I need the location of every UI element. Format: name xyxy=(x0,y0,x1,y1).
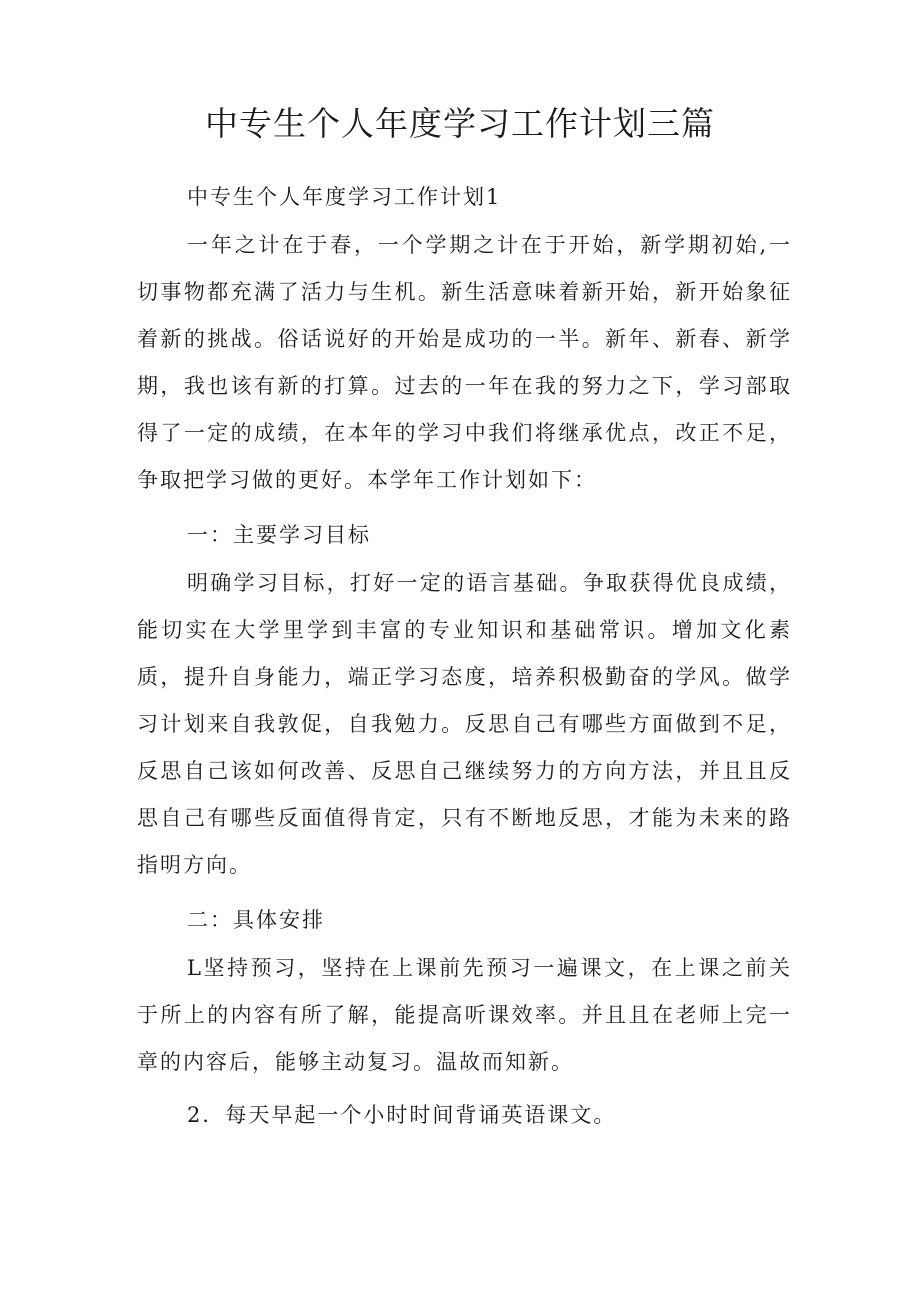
section-heading-arrangement: 二：具体安排 xyxy=(187,908,325,932)
section-heading-goals: 一：主要学习目标 xyxy=(187,523,371,547)
document-subtitle: 中专生个人年度学习工作计划1 xyxy=(187,185,502,209)
list-item-english: 2．每天早起一个小时时间背诵英语课文。 xyxy=(187,1103,617,1127)
list-item-preview: L坚持预习，坚持在上课前先预习一遍课文，在上课之前关于所上的内容有所了解，能提高听课效率。并且且在老师上完一章的内容后，能够主动复习。温故而知新。 xyxy=(137,956,792,1074)
paragraph-intro: 一年之计在于春，一个学期之计在于开始，新学期初始,一切事物都充满了活力与生机。新生活意味着新开始，新开始象征着新的挑战。俗话说好的开始是成功的一半。新年、新春、新学期，我也该有新的打算。过去的一年在我的努力之下，学习部取得了一定的成绩，在本年的学习中我们将继承优点，改正不足，争取把学习做的更好。本学年工作计划如下： xyxy=(137,233,792,492)
document-title: 中专生个人年度学习工作计划三篇 xyxy=(205,104,715,143)
paragraph-goals: 明确学习目标，打好一定的语言基础。争取获得优良成绩，能切实在大学里学到丰富的专业知识和基础常识。增加文化素质，提升自身能力，端正学习态度，培养积极勤奋的学风。做学习计划来自我敦促，自我勉力。反思自己有哪些方面做到不足，反思自己该如何改善、反思自己继续努力的方向方法，并且且反思自己有哪些反面值得肯定，只有不断地反思，才能为未来的路指明方向。 xyxy=(137,571,792,877)
